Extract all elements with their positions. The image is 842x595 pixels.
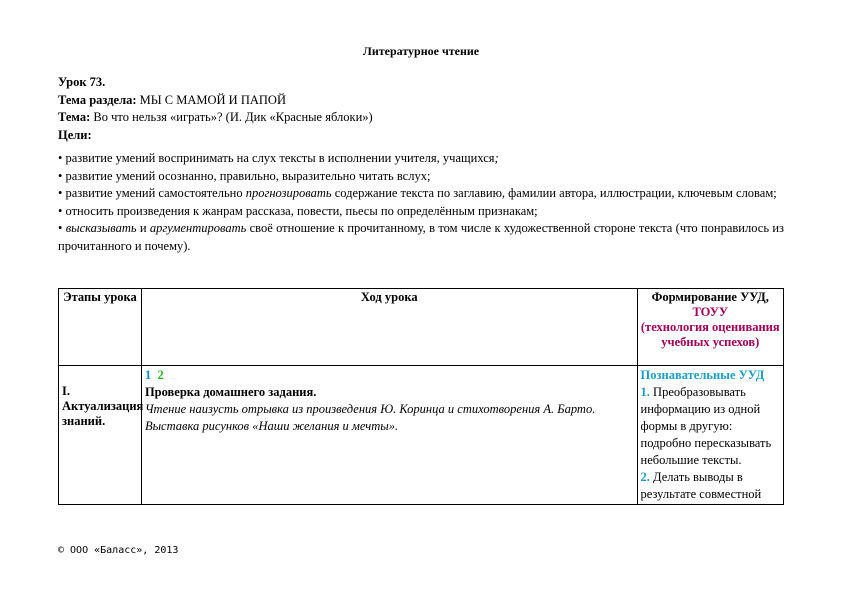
goal-item: • высказывать и аргументировать своё отношение к прочитанному, в том числе к художественной стороне текста (что понравилось из прочитанного и почему). [58, 221, 784, 253]
copyright-footer: © ООО «Баласс», 2013 [58, 545, 179, 556]
header-touu-desc: (технология оценивания учебных успехов) [640, 320, 780, 349]
stage-cell: I. Актуализация знаний. [59, 366, 142, 505]
header-stages: Этапы урока [59, 289, 142, 366]
page-title: Литературное чтение [362, 44, 480, 58]
header-formation [637, 289, 783, 366]
section-value: МЫ С МАМОЙ И ПАПОЙ [136, 92, 286, 107]
lesson-number: Урок 73. [58, 75, 106, 89]
lesson-header [58, 74, 788, 144]
header-touu: ТОУУ [692, 305, 729, 319]
topic-line [58, 109, 788, 127]
uud-title: Познавательные УУД [640, 368, 765, 382]
table-header-row [59, 289, 784, 366]
lesson-table [58, 288, 784, 505]
reading-task: Чтение наизусть отрывка из произведения Ю. Коринца и стихотворения А. Барто. [144, 402, 596, 416]
exhibition-task: Выставка рисунков «Наши желания и мечты». [144, 419, 399, 433]
goals-label: Цели: [58, 127, 92, 142]
header-course: Ход урока [141, 289, 637, 366]
section-label: Тема раздела: [58, 92, 137, 107]
topic-value: Во что нельзя «играть»? (И. Дик «Красные яблоки») [90, 110, 373, 124]
course-cell [141, 366, 637, 505]
header-formation-title: Формирование УУД, [651, 290, 769, 304]
table-row [59, 366, 784, 505]
goal-item: • развитие умений осознанно, правильно, выразительно читать вслух; [58, 168, 431, 183]
section-line [58, 92, 788, 110]
goal-item: • развитие умений самостоятельно прогнозировать содержание текста по заглавию, фамилии автора, иллюстрации, ключевым словам; [58, 186, 777, 200]
slide-numbers [145, 367, 634, 384]
topic-label: Тема: [58, 110, 91, 124]
slide-number-1: 1 [144, 368, 152, 382]
check-title: Проверка домашнего задания. [144, 385, 317, 399]
goals-list [58, 150, 784, 255]
uud-cell [637, 366, 783, 505]
uud-item-1: 1. Преобразовывать информацию из одной формы в другую: подробно пересказывать небольшие тексты. [640, 385, 772, 467]
goal-item: • относить произведения к жанрам рассказа, повести, пьесы по определённым признакам; [58, 203, 538, 218]
slide-number-2: 2 [157, 368, 164, 382]
uud-item-2: 2. Делать выводы в результате совместной [640, 470, 762, 501]
goal-item: • развитие умений воспринимать на слух тексты в исполнении учителя, учащихся; [58, 151, 499, 165]
